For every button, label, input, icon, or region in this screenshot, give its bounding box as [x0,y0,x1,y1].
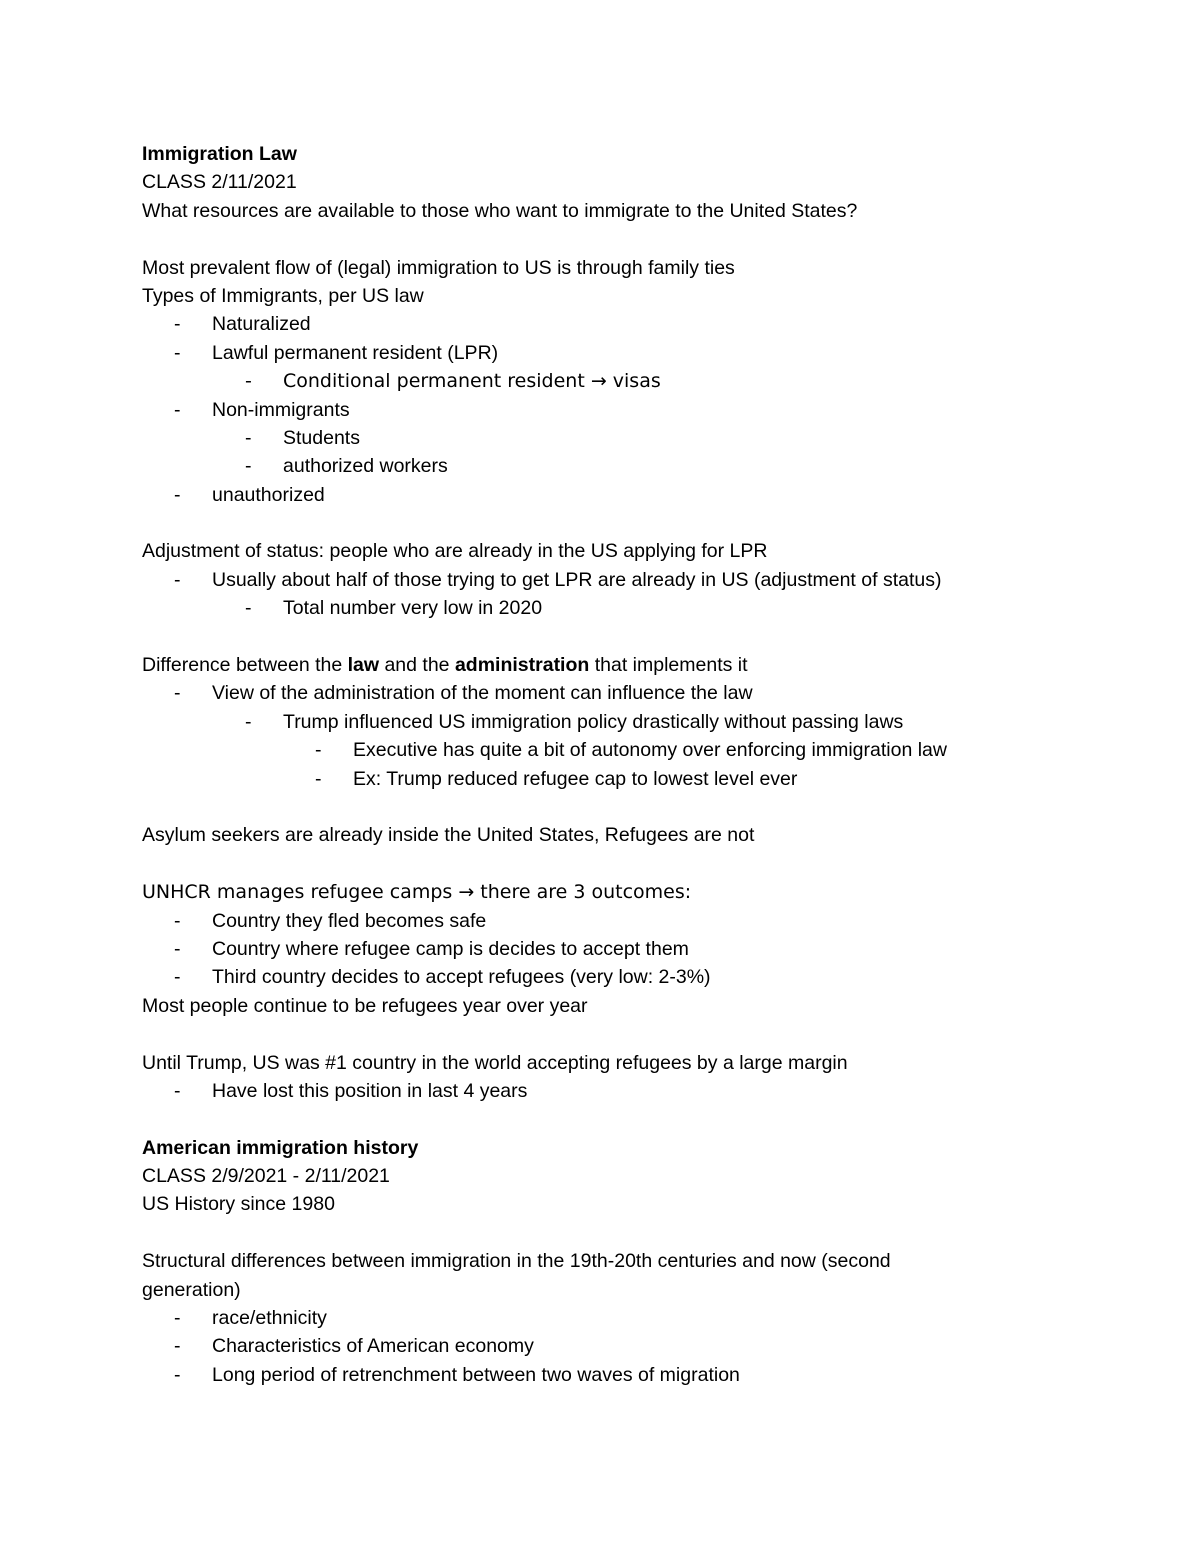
list-item-text: Students [283,426,360,449]
list-item [142,963,1102,991]
bullet-dash: - [174,483,181,506]
list-item-text: Executive has quite a bit of autonomy over enforcing immigration law [353,739,947,762]
class-date: CLASS 2/9/2021 - 2/11/2021 [142,1165,390,1188]
list-item [142,566,1102,594]
text-run: and the [379,654,455,677]
bullet-dash: - [315,767,322,790]
document-page [142,140,1102,1389]
list-item-text: Country where refugee camp is decides to accept them [212,937,689,960]
bullet-dash: - [174,1307,181,1330]
bullet-dash: - [174,341,181,364]
list-item-text: Third country decides to accept refugees (very low: 2-3%) [212,966,711,989]
list-item [142,481,1102,509]
list-item [142,367,1102,395]
list-item [142,935,1102,963]
bold-text-run: administration [454,654,590,677]
blank-line [142,509,1102,537]
bullet-dash: - [174,966,181,989]
bullet-dash: - [315,739,322,762]
bullet-dash: - [245,426,252,449]
paragraph-text: Asylum seekers are already inside the United States, Refugees are not [142,824,755,847]
list-item [142,594,1102,622]
text-run: that implements it [589,654,748,677]
paragraph-text: Structural differences between immigration in the 19th-20th centuries and now (second generation) [142,1250,891,1301]
bullet-dash: - [245,710,252,733]
bullet-dash: - [174,682,181,705]
list-item-text: Trump influenced US immigration policy drastically without passing laws [283,710,904,733]
paragraph-text: UNHCR manages refugee camps → there are 3 outcomes: [142,881,692,904]
list-item [142,1304,1102,1332]
list-item-text: Non-immigrants [212,398,350,421]
list-item-text: authorized workers [283,455,448,478]
list-item [142,765,1102,793]
list-item [142,907,1102,935]
paragraph-text [142,651,1102,679]
bullet-dash: - [174,1079,181,1102]
list-item [142,1077,1102,1105]
paragraph-text: Most prevalent flow of (legal) immigration to US is through family ties [142,256,735,279]
bullet-dash: - [174,398,181,421]
list-item [142,424,1102,452]
bullet-dash: - [174,313,181,336]
list-item-text: unauthorized [212,483,325,506]
paragraph-text: Most people continue to be refugees year over year [142,994,588,1017]
paragraph-text: Types of Immigrants, per US law [142,284,424,307]
list-item [142,452,1102,480]
blank-line [142,793,1102,821]
blank-line [142,225,1102,253]
list-item-text: Ex: Trump reduced refugee cap to lowest level ever [353,767,798,790]
list-item-text: Characteristics of American economy [212,1335,534,1358]
list-item-text: Lawful permanent resident (LPR) [212,341,499,364]
list-item-text: Naturalized [212,313,311,336]
bullet-dash: - [245,455,252,478]
list-item [142,310,1102,338]
list-item-text: Country they fled becomes safe [212,909,487,932]
question-text: What resources are available to those who want to immigrate to the United States? [142,199,858,222]
list-item-text: Total number very low in 2020 [283,597,543,620]
bullet-dash: - [245,597,252,620]
blank-line [142,1105,1102,1133]
list-item-text: View of the administration of the moment can influence the law [212,682,753,705]
blank-line [142,1020,1102,1048]
list-item-text: Have lost this position in last 4 years [212,1079,528,1102]
blank-line [142,850,1102,878]
bullet-dash: - [245,370,252,393]
bullet-dash: - [174,937,181,960]
list-item [142,396,1102,424]
bullet-dash: - [174,1335,181,1358]
list-item [142,1332,1102,1360]
paragraph-text: US History since 1980 [142,1193,335,1216]
list-item-text: Conditional permanent resident → visas [283,370,661,393]
blank-line [142,1219,1102,1247]
text-run: Difference between the [142,654,348,677]
paragraph-text: Adjustment of status: people who are already in the US applying for LPR [142,540,768,563]
list-item [142,708,1102,736]
bullet-dash: - [174,909,181,932]
paragraph-text: Until Trump, US was #1 country in the world accepting refugees by a large margin [142,1051,848,1074]
section-title: American immigration history [142,1136,419,1159]
list-item [142,679,1102,707]
list-item [142,1361,1102,1389]
bullet-dash: - [174,1363,181,1386]
list-item-text: Usually about half of those trying to get LPR are already in US (adjustment of status) [212,568,942,591]
list-item [142,736,1102,764]
list-item-text: Long period of retrenchment between two waves of migration [212,1363,740,1386]
bullet-dash: - [174,568,181,591]
list-item [142,339,1102,367]
section-title: Immigration Law [142,143,297,165]
class-date: CLASS 2/11/2021 [142,171,297,194]
blank-line [142,623,1102,651]
bold-text-run: law [347,654,380,677]
list-item-text: race/ethnicity [212,1307,327,1330]
